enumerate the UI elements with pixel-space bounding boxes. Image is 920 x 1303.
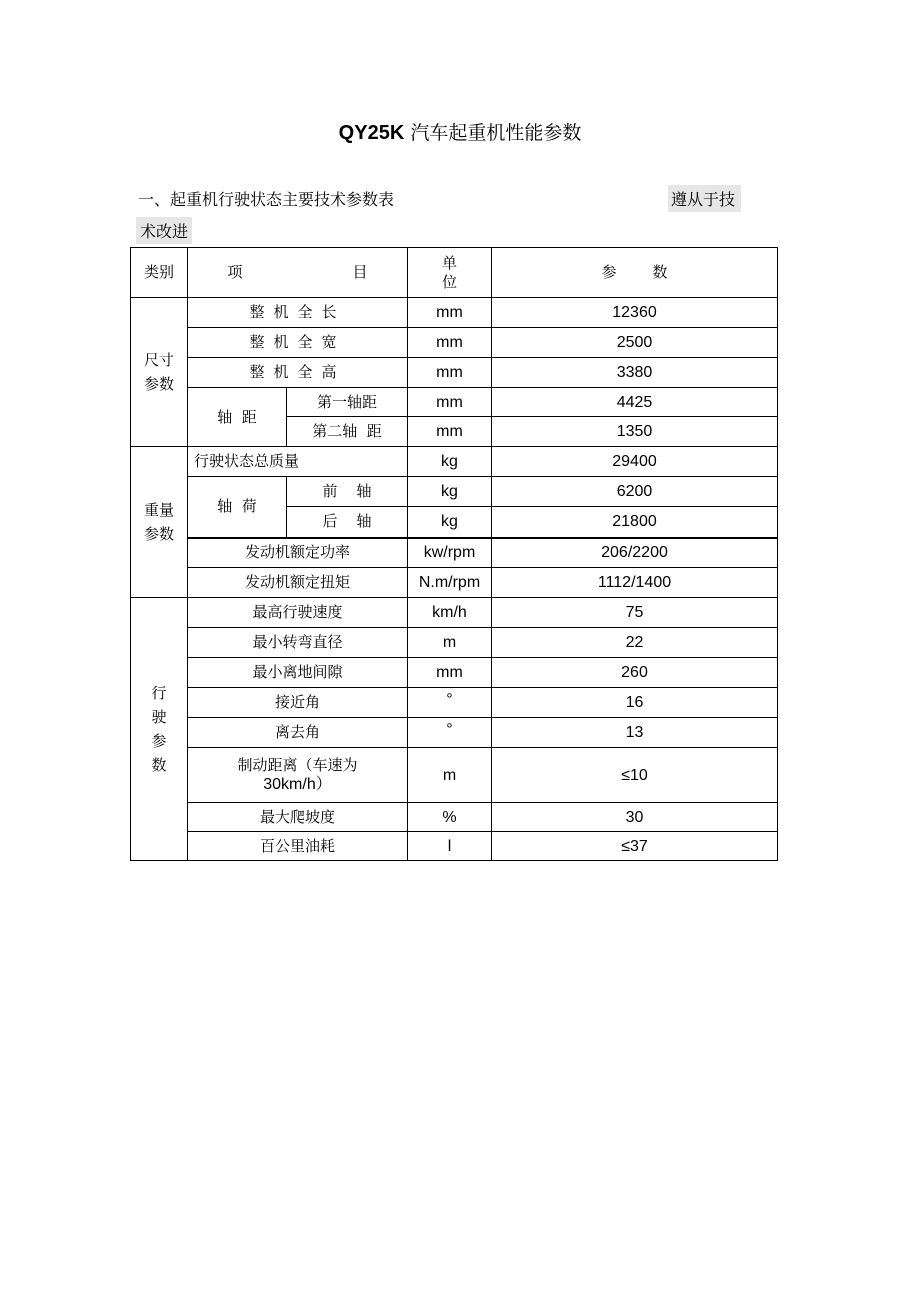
row-name: 后 轴: [287, 507, 408, 538]
row-name: 离去角: [188, 718, 408, 748]
table-row: [131, 803, 778, 832]
header-item: 项 目: [188, 248, 408, 298]
row-value: 6200: [492, 477, 778, 507]
row-value: 29400: [492, 447, 778, 477]
row-value: 3380: [492, 358, 778, 388]
table-row: [131, 298, 778, 328]
row-unit: kg: [408, 477, 492, 507]
row-value: 13: [492, 718, 778, 748]
note-line-1: 遵从于技: [668, 185, 741, 212]
row-unit: mm: [408, 358, 492, 388]
row-value: 16: [492, 688, 778, 718]
table-row: [131, 477, 778, 507]
row-name: 第一轴距: [287, 388, 408, 417]
row-unit: kw/rpm: [408, 538, 492, 568]
row-name: 整机全宽: [188, 328, 408, 358]
row-name: 最小转弯直径: [188, 628, 408, 658]
table-row: [131, 658, 778, 688]
table-row: [131, 538, 778, 568]
table-row: [131, 832, 778, 861]
row-name: 整机全长: [188, 298, 408, 328]
header-param: 参 数: [492, 248, 778, 298]
table-row: [131, 447, 778, 477]
row-name: 发动机额定扭矩: [188, 568, 408, 598]
row-name: 第二轴 距: [287, 417, 408, 447]
table-row: [131, 598, 778, 628]
row-value: ≤37: [492, 832, 778, 861]
row-unit: km/h: [408, 598, 492, 628]
row-unit: mm: [408, 298, 492, 328]
row-unit: N.m/rpm: [408, 568, 492, 598]
table-row: [131, 388, 778, 417]
row-unit: mm: [408, 328, 492, 358]
row-name: 接近角: [188, 688, 408, 718]
note-line-2: 术改进: [136, 217, 192, 244]
table-row: [131, 568, 778, 598]
table-row: [131, 748, 778, 803]
row-value: 75: [492, 598, 778, 628]
section-heading: 一、起重机行驶状态主要技术参数表: [138, 190, 395, 209]
row-value: 12360: [492, 298, 778, 328]
row-value: 22: [492, 628, 778, 658]
row-value: 260: [492, 658, 778, 688]
header-category: 类别: [131, 248, 188, 298]
row-unit: %: [408, 803, 492, 832]
row-unit: °: [408, 688, 492, 718]
table-row: [131, 628, 778, 658]
table-row: [131, 718, 778, 748]
table-header-row: [131, 248, 778, 298]
header-unit: 单 位: [408, 248, 492, 298]
group-size: 尺寸参数: [131, 298, 188, 447]
table-row: [131, 688, 778, 718]
row-name: 最小离地间隙: [188, 658, 408, 688]
row-value: 1350: [492, 417, 778, 447]
row-name: 发动机额定功率: [188, 538, 408, 568]
table-row: [131, 328, 778, 358]
table-row: [131, 358, 778, 388]
row-name: 最高行驶速度: [188, 598, 408, 628]
row-name: 整机全高: [188, 358, 408, 388]
row-value: 1112/1400: [492, 568, 778, 598]
row-value: 206/2200: [492, 538, 778, 568]
row-unit: mm: [408, 658, 492, 688]
spec-table: [130, 247, 778, 861]
row-value: ≤10: [492, 748, 778, 803]
row-name: 行驶状态总质量: [188, 447, 408, 477]
row-unit: mm: [408, 388, 492, 417]
row-name: 最大爬坡度: [188, 803, 408, 832]
row-value: 2500: [492, 328, 778, 358]
group-weight: 重量参数: [131, 447, 188, 598]
row-value: 21800: [492, 507, 778, 538]
row-name: 制动距离（车速为 30km/h）: [188, 748, 408, 803]
row-unit: l: [408, 832, 492, 861]
row-value: 30: [492, 803, 778, 832]
row-unit: kg: [408, 447, 492, 477]
page-title: [0, 118, 920, 145]
model-code: QY25K: [338, 122, 405, 144]
row-unit: m: [408, 628, 492, 658]
row-unit: °: [408, 718, 492, 748]
title-text: 汽车起重机性能参数: [410, 122, 582, 144]
group-wheelbase: 轴 距: [188, 388, 287, 447]
row-name: 前 轴: [287, 477, 408, 507]
row-value: 4425: [492, 388, 778, 417]
group-drive: 行驶参数: [131, 598, 188, 861]
row-unit: mm: [408, 417, 492, 447]
row-unit: m: [408, 748, 492, 803]
row-name: 百公里油耗: [188, 832, 408, 861]
row-unit: kg: [408, 507, 492, 538]
group-axle-load: 轴 荷: [188, 477, 287, 538]
